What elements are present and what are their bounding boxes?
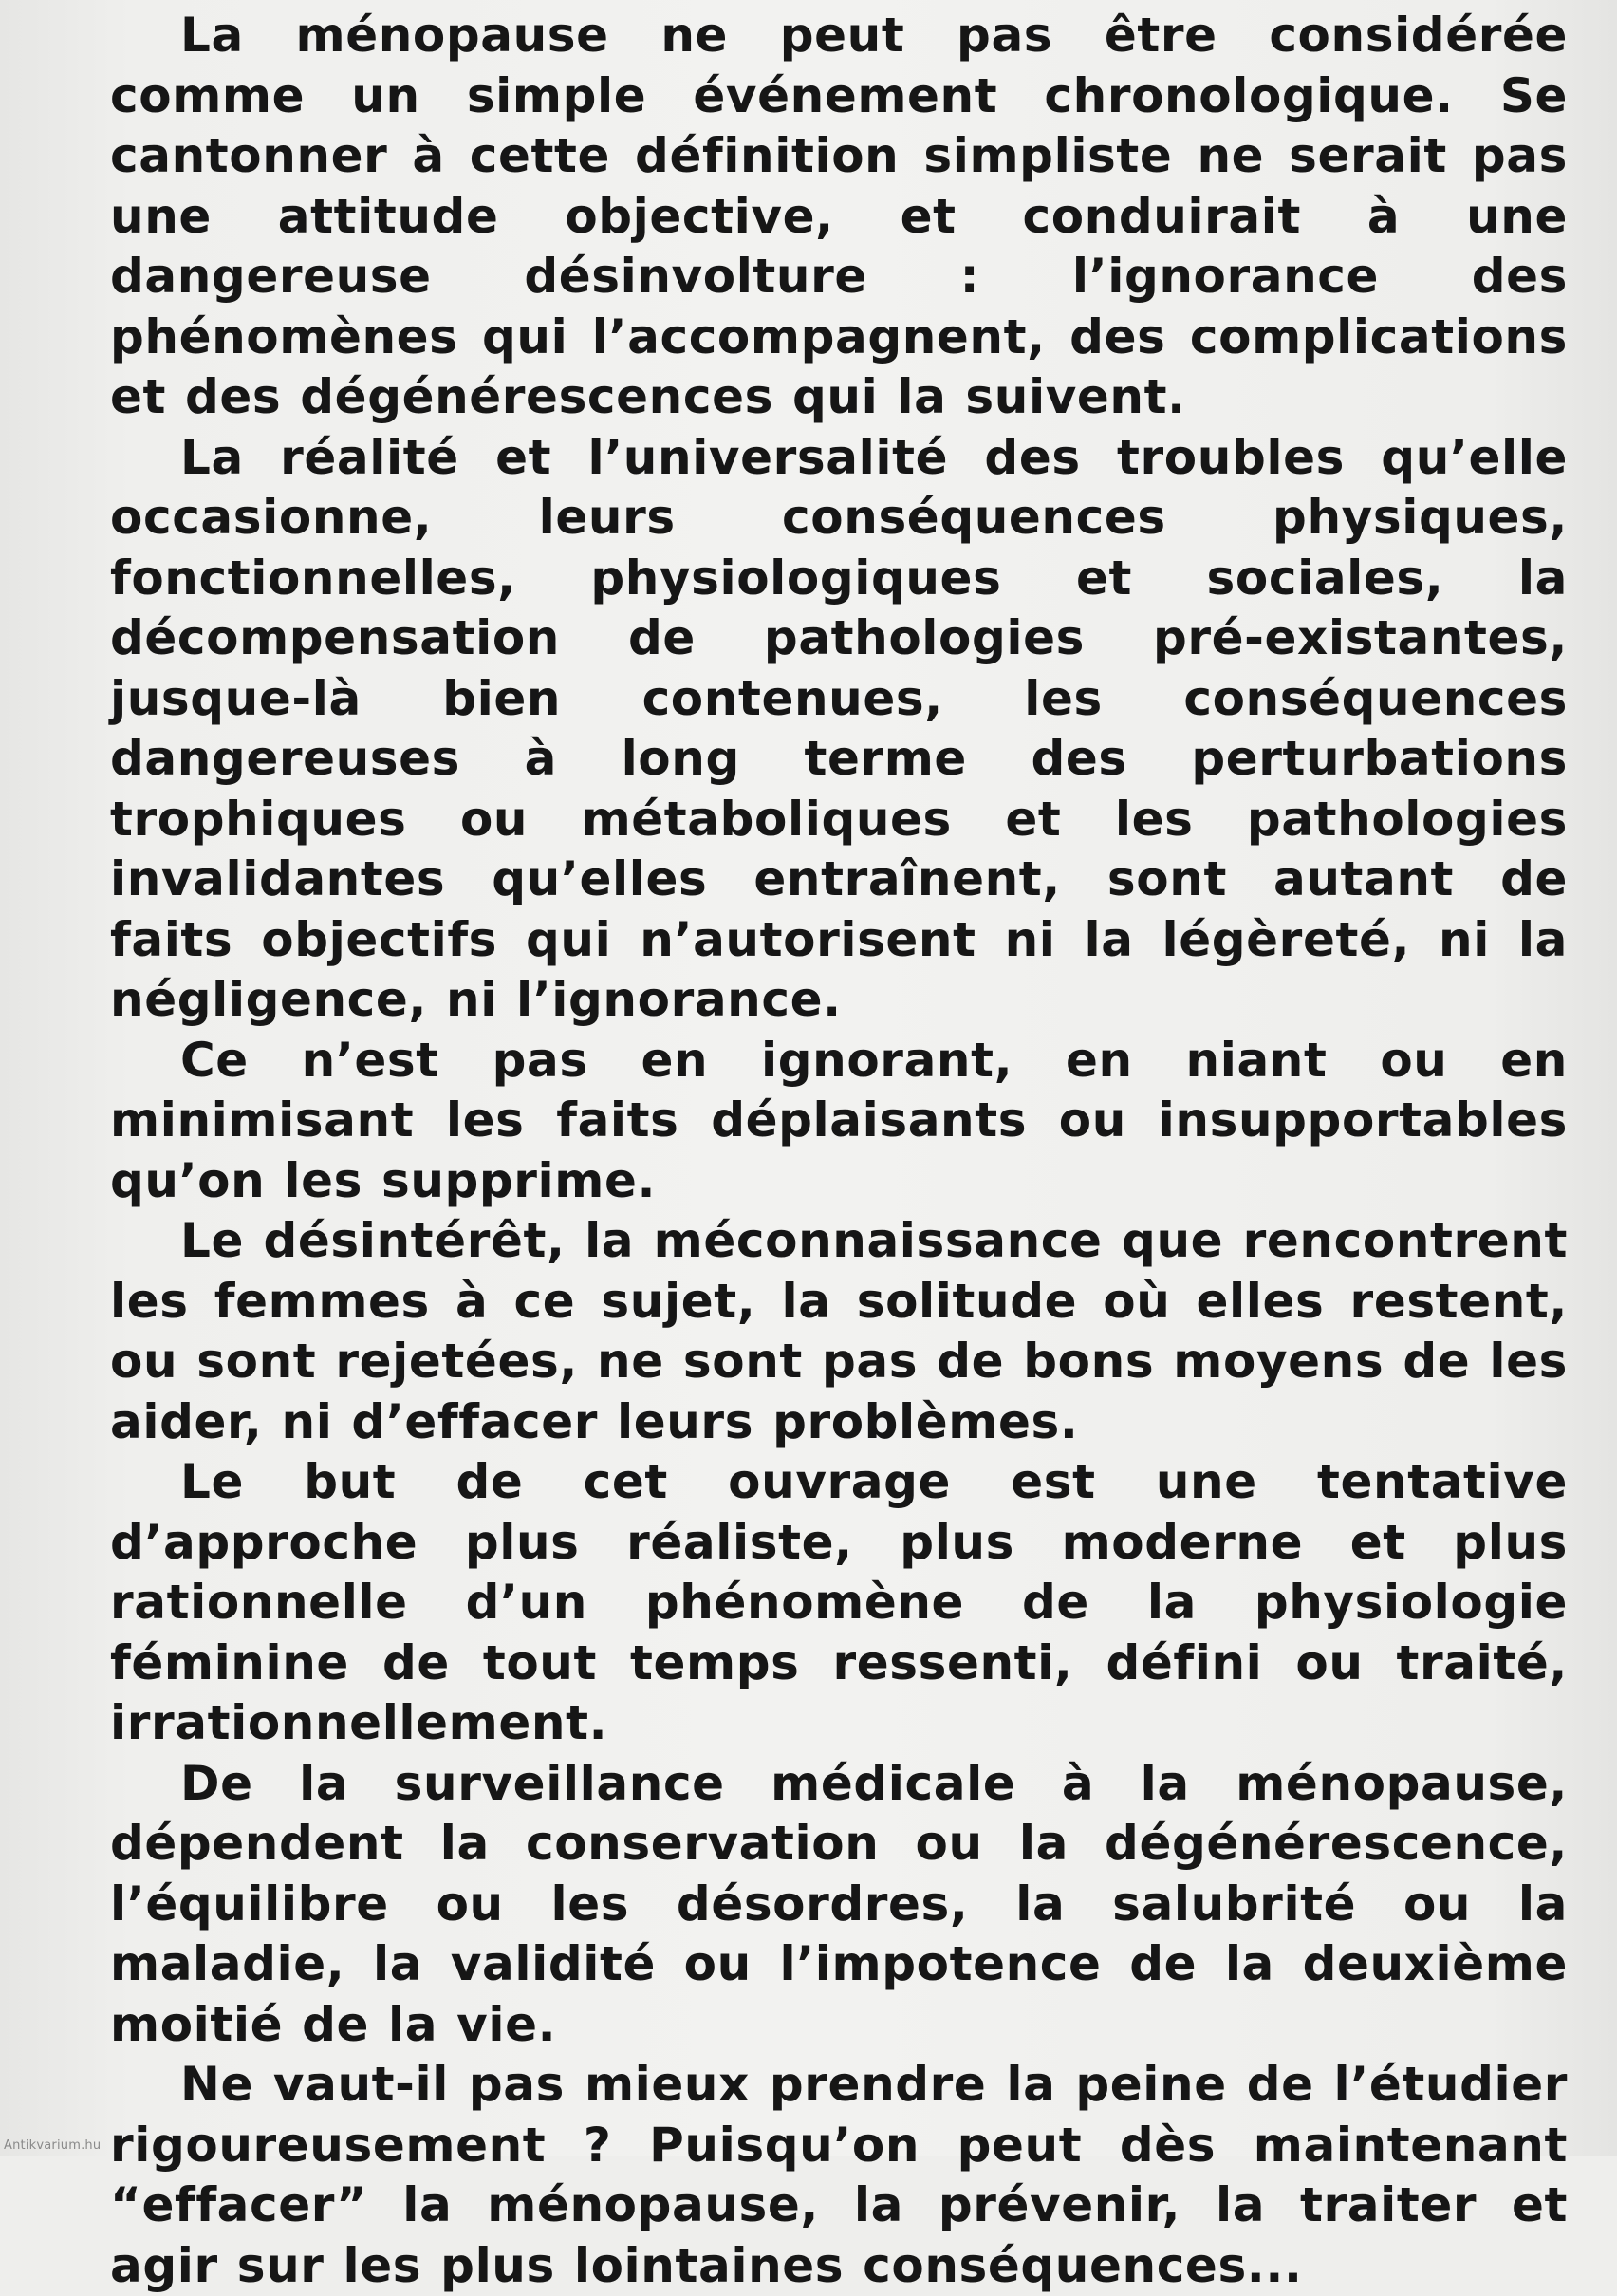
- paragraph-3: Ce n’est pas en ignorant, en niant ou en minimisant les faits déplaisants ou insupportables qu’on les supprime.: [110, 1032, 1568, 1208]
- paragraph-5: Le but de cet ouvrage est une tentative d’approche plus réaliste, plus moderne et plus rationnelle d’un phénomène de la physiologie féminine de tout temps ressenti, défini ou traité, irrationnellement.: [110, 1454, 1568, 1750]
- paragraph-2: La réalité et l’universalité des troubles qu’elle occasionne, leurs conséquences physiques, fonctionnelles, physiologiques et sociales, la décompensation de pathologies pré-existantes, jusque-là bien contenues, les conséquences dangereuses à long terme des perturbations trophiques ou métaboliques et les pathologies invalidantes qu’elles entraînent, sont autant de faits objectifs qui n’autorisent ni la légèreté, ni la négligence, ni l’ignorance.: [110, 429, 1568, 1027]
- paragraph-6: De la surveillance médicale à la ménopause, dépendent la conservation ou la dégénérescence, l’équilibre ou les désordres, la salubrité ou la maladie, la validité ou l’impotence de la deuxième moitié de la vie.: [110, 1755, 1568, 2052]
- watermark: Antikvarium.hu: [4, 2138, 102, 2153]
- paragraph-4: Le désintérêt, la méconnaissance que rencontrent les femmes à ce sujet, la solitude où elles restent, ou sont rejetées, ne sont pas de bons moyens de les aider, ni d’effacer leurs problèmes.: [110, 1213, 1568, 1449]
- paragraph-7: Ne vaut-il pas mieux prendre la peine de l’étudier rigoureusement ? Puisqu’on peut dès maintenant “effacer” la ménopause, la prévenir, la traiter et agir sur les plus lointaines conséquences...: [110, 2057, 1568, 2293]
- body-text: [110, 6, 1568, 2296]
- paragraph-1: La ménopause ne peut pas être considérée comme un simple événement chronologique. Se cantonner à cette définition simpliste ne serait pas une attitude objective, et conduirait à une dangereuse désinvolture : l’ignorance des phénomènes qui l’accompagnent, des complications et des dégénérescences qui la suivent.: [110, 8, 1568, 424]
